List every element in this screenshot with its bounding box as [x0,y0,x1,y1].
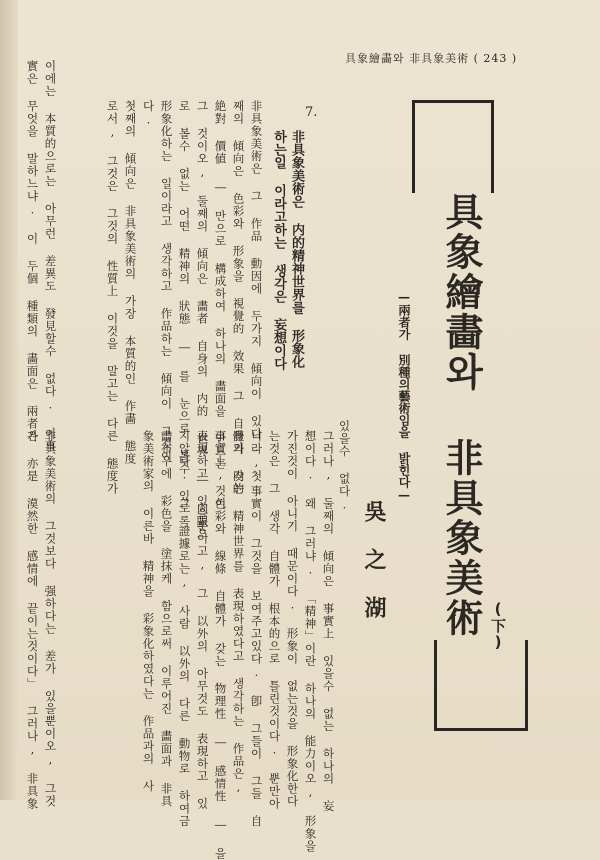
book-gutter [0,0,18,800]
upper-column: 그 것이오, 둘째의 傾向은 畵者 自身의 内的 世界 ― 肉眼으 [195,100,210,540]
upper-column: 形象化하는 일이라고 생각하고 作品하는 傾向이 그것이 [159,100,174,463]
upper-column: 非具象美術은 그 作品 動因에 두가지 傾向이 있다. 첫 [249,100,264,483]
lower-column: 가진것이 아니기 때문이다. 形象이 없는것을 形象化한다 [285,430,300,808]
lower-column: 事實上, 色彩와 線條 自體가 갖는 物理性 ― 感情性 ― 을 [213,430,228,860]
lower-column: 想이다. 왜 그러냐. 「精神」이란 하나의 能力이오, 形象을 [303,430,318,853]
section-title-line-1: 非具象美術은 内的精神世界를 形象化 [289,130,304,368]
upper-column: 다. [141,100,156,128]
lower-column: 畵布우에 彩色을 塗抹케 함으로써 이루어진 畵面과 非具 [159,430,174,808]
left-upper-column: 實은 무엇을 말하느냐. 이 두個 種類의 畵面은 兩者가 [25,60,40,443]
lower-column: 니라, 事實이 그것을 보여주고있다. 卽 그들이 그들 自 [249,430,264,828]
lower-column: 表現하고 있을뿐이고, 그 以外의 아무것도 表現하고 있 [195,430,210,810]
left-lower-column: 非具象美術의 그것보다 强하다는 差가 있을뿐이오, 그것 [43,430,58,808]
upper-column: 絶對 價値 ― 만으로 構成하여 하나의 畵面을 만드는 것이 [213,100,228,510]
author-name: 吳之湖 [361,500,386,644]
article-subtitle: —兩者가 別種의藝術임을 밝힌다— [397,290,411,502]
running-head: 具象繪畵와 非具象美術 ( 243 ) [345,52,518,65]
upper-column: 로서, 그것은 그것의 性質上 이것을 말고는 다른 態度가 [105,100,120,495]
left-upper-column: 이에는 本質的으로는 아무런 差異도 發見할수 없다. 이事 [43,60,58,453]
upper-column: 첫째의 傾向은 非具象美術의 가장 本質的인 作畵 態度 [123,100,138,465]
lower-column: 象美術家의 이른바 精神을 彩象化하였다는 作品과의 사 [141,430,156,793]
title-bracket-bottom [434,640,528,731]
title-bracket-top [412,100,494,193]
upper-column: 째의 傾向은 色彩와 形象을 視覺的 效果 그 自體가 갖는 [231,100,246,495]
lower-column: 는것은 그 생각 自體가 根本的으로 틀린것이다. 뿐만아 [267,430,282,810]
lower-column: 身의 内的 精神世界를 表現하였다고 생각하는 作品은, [231,430,246,795]
upper-column: 있을수 없다. [337,420,352,513]
section-title-line-2: 하는일 이라고하는 생각은 妄想이다 [271,130,286,370]
left-lower-column: 은 亦是 漠然한 感情에 끝이는것이다」 그러나, 非具象 [25,430,40,810]
volume-label: (下) [489,600,507,651]
lower-column: 그러나, 둘째의 傾向은 事實上 있을수 없는 하나의 妄 [321,430,336,813]
upper-column: 로 볼수 없는 어떤 精神의 狀態 ― 를 눈으로 볼수 있도록 [177,100,192,528]
article-title: 具象繪畵와 非具象美術 [439,192,483,638]
lower-column: 지않다. 그 證據로는, 사람 以外의 다른 動物로 하여금 [177,430,192,828]
section-number: 7. [305,105,318,120]
